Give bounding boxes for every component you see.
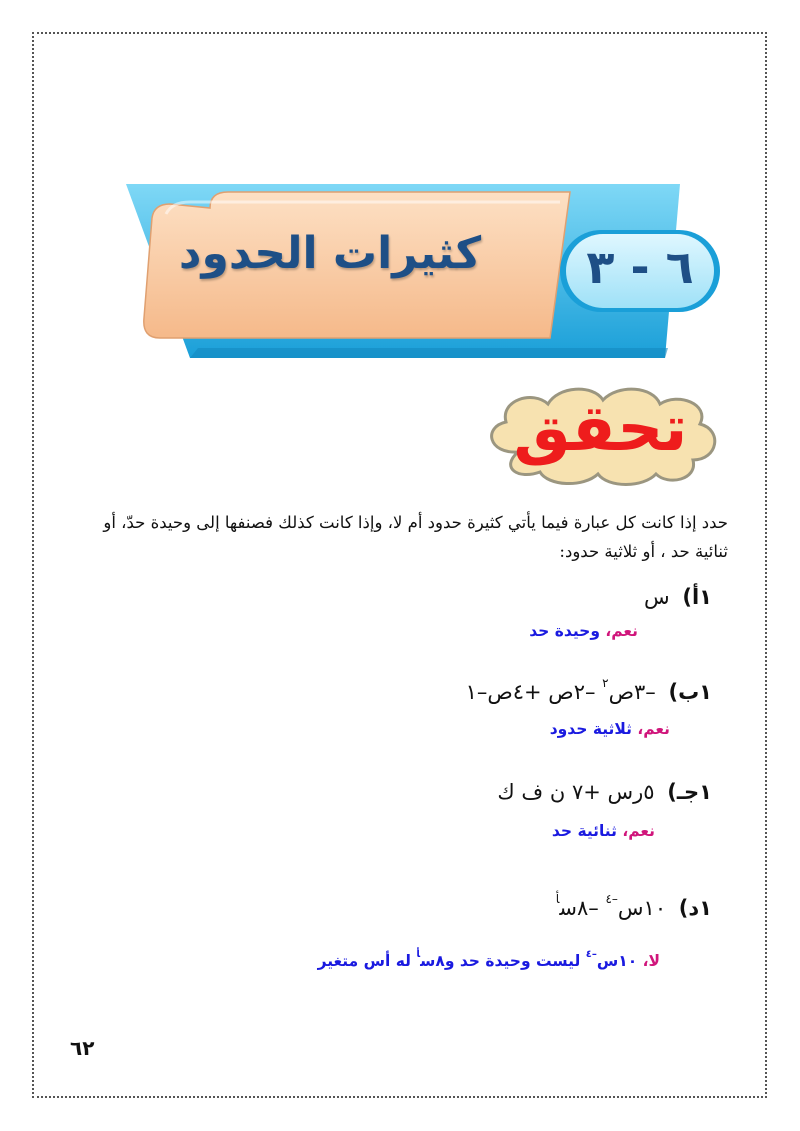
question-d-expr-1: ١٠س	[617, 896, 667, 920]
check-cloud	[478, 382, 723, 490]
question-c-expression: ٥رس +٧ ن ف ك	[497, 780, 655, 804]
lesson-number: ٦ - ٣	[586, 240, 694, 294]
question-b-expr-2: –٢ص +٤ص–١	[465, 680, 596, 704]
answer-d-exponent-1: –٤	[585, 949, 597, 960]
answer-a-yes: نعم،	[605, 622, 638, 640]
lesson-title: كثيرات الحدود	[178, 228, 482, 279]
answer-d-no: لا،	[642, 952, 660, 971]
answer-b-type: ثلاثية حدود	[549, 720, 632, 738]
question-b	[465, 676, 712, 704]
question-d-label: ١د)	[678, 896, 712, 920]
question-a-expression: س	[644, 585, 670, 609]
question-b-exponent: ٢	[602, 676, 609, 690]
page-number: ٦٢	[70, 1036, 95, 1060]
question-d-expr-2: –٨س	[559, 896, 599, 920]
answer-c-type: ثنائية حد	[551, 822, 617, 840]
answer-c-yes: نعم،	[622, 822, 655, 840]
question-d-exponent-1: –٤	[605, 892, 618, 906]
check-label: تحقق	[513, 392, 688, 466]
question-a	[644, 585, 712, 609]
question-d	[555, 892, 712, 920]
question-c	[497, 780, 712, 804]
answer-a-type: وحيدة حد	[529, 622, 600, 640]
question-d-exponent-2: أ	[555, 892, 560, 906]
answer-d-part-2: ليست وحيدة حد و٨س	[420, 952, 581, 971]
question-c-label: ١جـ)	[667, 780, 712, 804]
answer-d	[317, 949, 660, 971]
answer-d-part-3: له أس متغير	[317, 952, 411, 971]
instructions-text: حدد إذا كانت كل عبارة فيما يأتي كثيرة حدود أم لا، وإذا كانت كذلك فصنفها إلى وحيدة حدّ، أو ثنائية حد ، أو ثلاثية حدود:	[103, 513, 728, 561]
answer-a	[529, 622, 638, 640]
question-b-label: ١ب)	[668, 680, 712, 704]
answer-b	[550, 720, 670, 738]
answer-c	[552, 822, 655, 840]
answer-b-yes: نعم،	[637, 720, 670, 738]
answer-d-part-1: ١٠س	[596, 952, 638, 971]
question-a-label: ١أ)	[682, 585, 712, 609]
lesson-banner	[120, 178, 720, 363]
question-b-expr-1: –٣ص	[608, 680, 656, 704]
answer-d-exponent-2: أ	[416, 949, 421, 960]
